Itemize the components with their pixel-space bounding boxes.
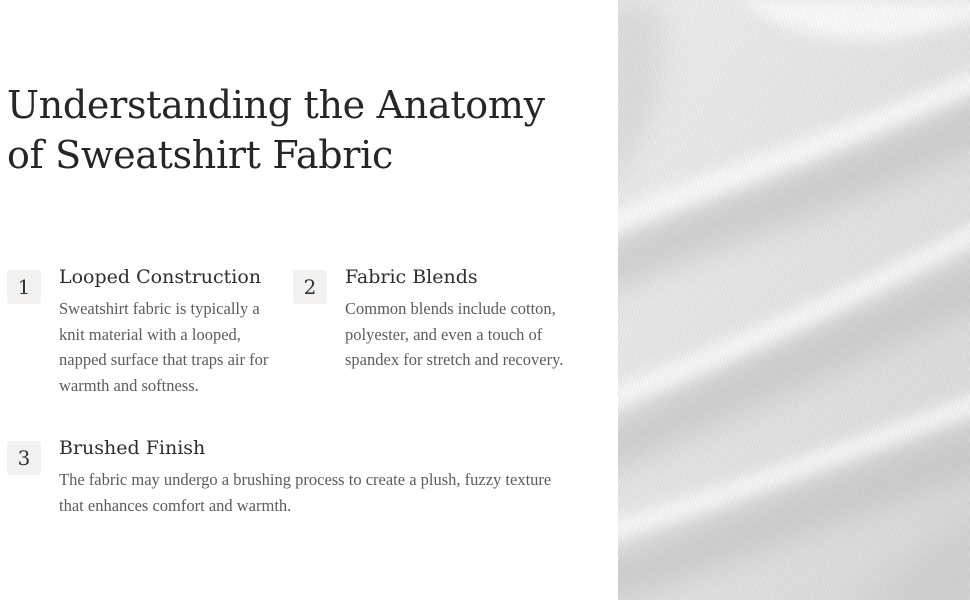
fabric-texture-image — [618, 0, 970, 600]
feature-description: Sweatshirt fabric is typically a knit material with a looped, napped surface that traps air for warmth and softness. — [59, 299, 269, 395]
feature-number-badge: 2 — [293, 270, 327, 304]
feature-number-badge: 3 — [7, 441, 41, 475]
feature-description: The fabric may undergo a brushing process to create a plush, fuzzy texture that enhances comfort and warmth. — [59, 470, 552, 515]
feature-number-badge: 1 — [7, 270, 41, 304]
fabric-photo-illustration — [618, 0, 970, 600]
feature-title: Fabric Blends — [345, 266, 478, 288]
page-title: Understanding the Anatomy of Sweatshirt Fabric — [7, 83, 545, 177]
feature-description: Common blends include cotton, polyester, and even a touch of spandex for stretch and recovery. — [345, 299, 564, 369]
feature-title: Looped Construction — [59, 266, 262, 288]
feature-title: Brushed Finish — [59, 437, 206, 459]
